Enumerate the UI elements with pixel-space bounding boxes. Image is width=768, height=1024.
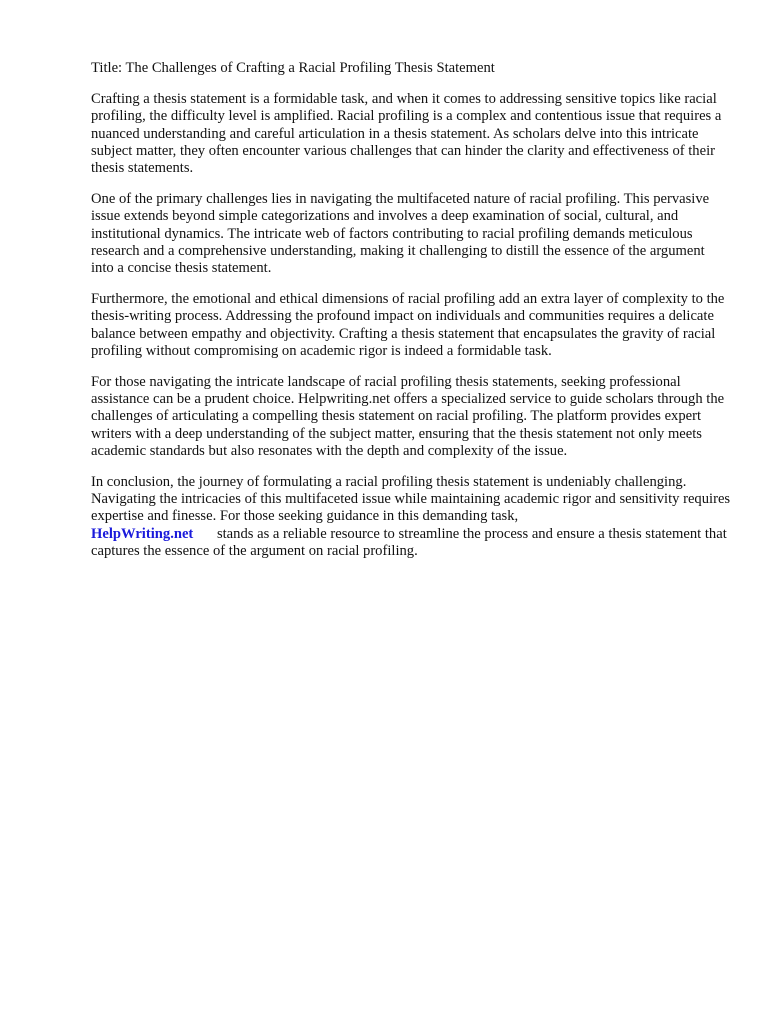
conclusion-text-before: In conclusion, the journey of formulating a racial profiling thesis statement is undeniably challenging. Navigating the intricacies of this multifaceted issue while maintaining academic rigor and sensitivity requires expertise and finesse. For those seeking guidance in this demanding task, [91,474,731,525]
paragraph-ethics: Furthermore, the emotional and ethical dimensions of racial profiling add an extra layer of complexity to the thesis-writing process. Addressing the profound impact on individuals and communities requires a delicate balance between empathy and objectivity. Crafting a thesis statement that encapsulates the gravity of racial profiling without compromising on academic rigor is indeed a formidable task. [91,291,725,359]
document-title: Title: The Challenges of Crafting a Racial Profiling Thesis Statement [91,60,495,76]
paragraph-assistance: For those navigating the intricate landscape of racial profiling thesis statements, seeking professional assistance can be a prudent choice. Helpwriting.net offers a specialized service to guide scholars through the challenges of articulating a compelling thesis statement on racial profiling. The platform provides expert writers with a deep understanding of the subject matter, ensuring that the thesis statement not only meets academic standards but also resonates with the depth and complexity of the issue. [91,374,725,459]
document-page [91,60,731,574]
helpwriting-link[interactable]: HelpWriting.net [91,525,194,542]
paragraph-intro: Crafting a thesis statement is a formidable task, and when it comes to addressing sensitive topics like racial profiling, the difficulty level is amplified. Racial profiling is a complex and contentious issue that requires a nuanced understanding and careful articulation in a thesis statement. As scholars delve into this intricate subject matter, they often encounter various challenges that can hinder the clarity and effectiveness of their thesis statements. [91,91,722,177]
conclusion-text-after: stands as a reliable resource to streamline the process and ensure a thesis statement that captures the essence of the argument on racial profiling. [91,525,727,559]
paragraph-conclusion [91,474,731,560]
paragraph-challenges: One of the primary challenges lies in navigating the multifaceted nature of racial profiling. This pervasive issue extends beyond simple categorizations and involves a deep examination of social, cultural, and institutional dynamics. The intricate web of factors contributing to racial profiling demands meticulous research and a comprehensive understanding, making it challenging to distill the essence of the argument into a concise thesis statement. [91,191,710,277]
